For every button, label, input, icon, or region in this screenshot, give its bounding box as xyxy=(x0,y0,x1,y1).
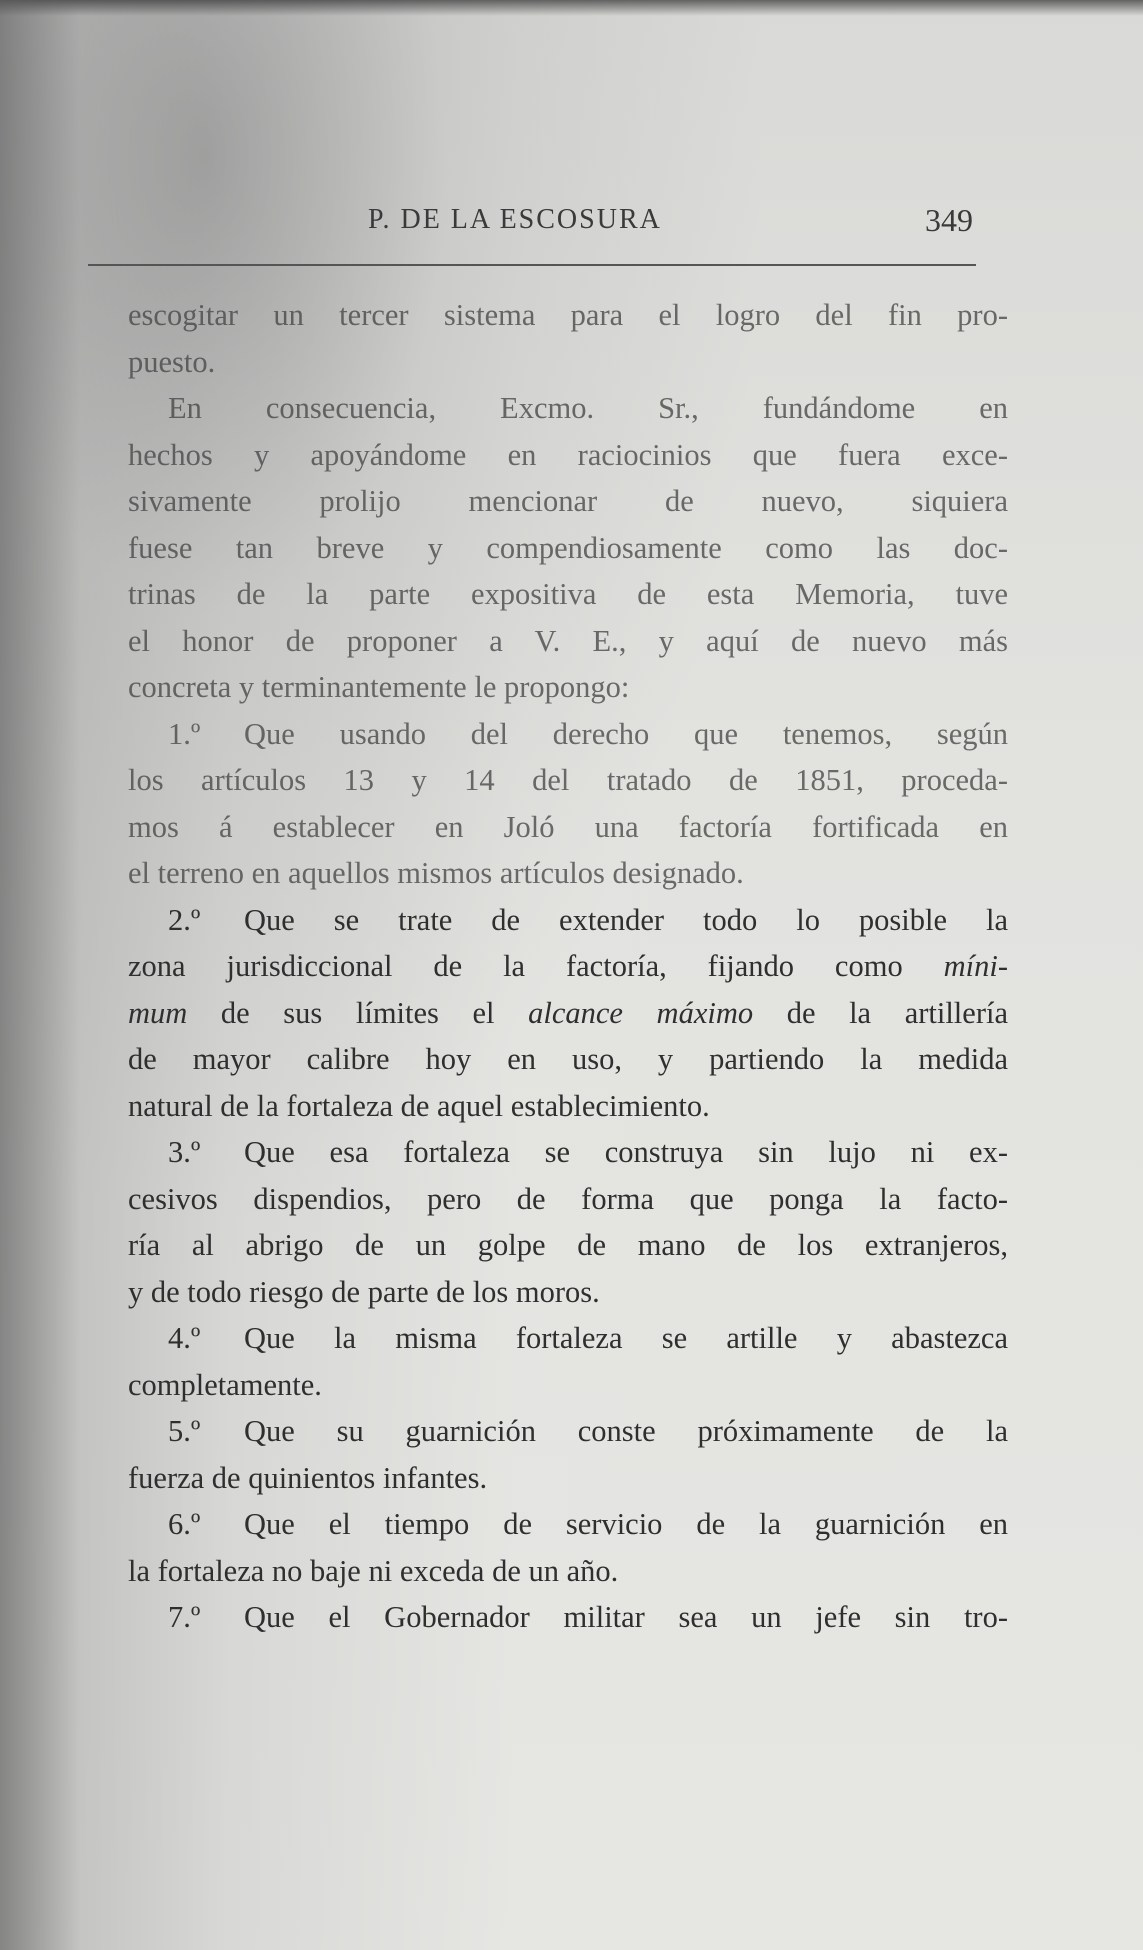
italic-text: míni- xyxy=(943,949,1008,983)
item-text: Que usando del derecho que tenemos, según xyxy=(244,716,1008,751)
text-line: los artículos 13 y 14 del tratado de 1851, proceda- xyxy=(128,763,1008,797)
list-item-first-line xyxy=(128,1408,1008,1455)
text-line: cesivos dispendios, pero de forma que ponga la facto- xyxy=(128,1181,1008,1216)
text-line: En consecuencia, Excmo. Sr., fundándome en xyxy=(168,391,1008,425)
page-edge-shadow xyxy=(0,0,1143,16)
page-header xyxy=(128,188,973,258)
italic-text: alcance máximo xyxy=(528,995,754,1030)
item-number: 6.º xyxy=(168,1507,201,1541)
list-item-first-line xyxy=(128,897,1008,944)
text-line: la fortaleza no baje ni exceda de un año. xyxy=(128,1553,619,1588)
list-item-first-line xyxy=(128,1315,1008,1362)
text-line: natural de la fortaleza de aquel establecimiento. xyxy=(128,1088,710,1123)
text-line xyxy=(128,990,1008,1037)
text-line: puesto. xyxy=(128,344,216,379)
item-number: 3.º xyxy=(168,1135,201,1169)
running-head: P. DE LA ESCOSURA xyxy=(368,204,662,235)
list-item-first-line xyxy=(128,1594,1008,1641)
item-number: 4.º xyxy=(168,1321,201,1355)
italic-text: mum xyxy=(128,995,188,1030)
text-line: fuerza de quinientos infantes. xyxy=(128,1460,488,1495)
page-number: 349 xyxy=(925,202,973,238)
list-item-first-line xyxy=(128,1501,1008,1548)
item-number: 2.º xyxy=(168,902,201,937)
text-line: sivamente prolijo mencionar de nuevo, siquiera xyxy=(128,484,1008,518)
body-text xyxy=(128,292,1008,1641)
binding-shadow xyxy=(0,0,80,1950)
text-line: fuese tan breve y compendiosamente como las doc- xyxy=(128,530,1008,565)
text-line: ría al abrigo de un golpe de mano de los extranjeros, xyxy=(128,1228,1008,1262)
line-text: de la artillería xyxy=(753,995,1008,1030)
item-number: 7.º xyxy=(168,1600,201,1634)
text-line: el terreno en aquellos mismos artículos designado. xyxy=(128,856,744,890)
list-item-first-line xyxy=(128,711,1008,758)
line-text: de sus límites el xyxy=(187,995,529,1030)
text-line: trinas de la parte expositiva de esta Memoria, tuve xyxy=(128,577,1008,611)
text-line: el honor de proponer a V. E., y aquí de nuevo más xyxy=(128,623,1008,658)
header-rule xyxy=(88,264,976,266)
item-number: 5.º xyxy=(168,1414,201,1448)
text-line: mos á establecer en Joló una factoría fortificada en xyxy=(128,809,1008,844)
list-item-first-line xyxy=(128,1129,1008,1176)
item-text: Que la misma fortaleza se artille y abastezca xyxy=(244,1321,1008,1355)
line-text: zona jurisdiccional de la factoría, fijando como xyxy=(128,949,903,983)
text-line: hechos y apoyándome en raciocinios que fuera exce- xyxy=(128,437,1008,472)
item-number: 1.º xyxy=(168,716,201,751)
text-line: concreta y terminantemente le propongo: xyxy=(128,670,630,704)
text-line: de mayor calibre hoy en uso, y partiendo la medida xyxy=(128,1042,1008,1076)
text-line: y de todo riesgo de parte de los moros. xyxy=(128,1274,600,1309)
item-text: Que esa fortaleza se construya sin lujo ni ex- xyxy=(244,1135,1008,1169)
item-text: Que su guarnición conste próximamente de la xyxy=(244,1414,1008,1448)
text-line: escogitar un tercer sistema para el logro del fin pro- xyxy=(128,298,1008,332)
item-text: Que se trate de extender todo lo posible la xyxy=(244,902,1008,937)
text-line xyxy=(128,943,1008,990)
item-text: Que el Gobernador militar sea un jefe sin tro- xyxy=(244,1600,1008,1634)
text-line: completamente. xyxy=(128,1367,322,1402)
item-text: Que el tiempo de servicio de la guarnición en xyxy=(244,1507,1008,1541)
